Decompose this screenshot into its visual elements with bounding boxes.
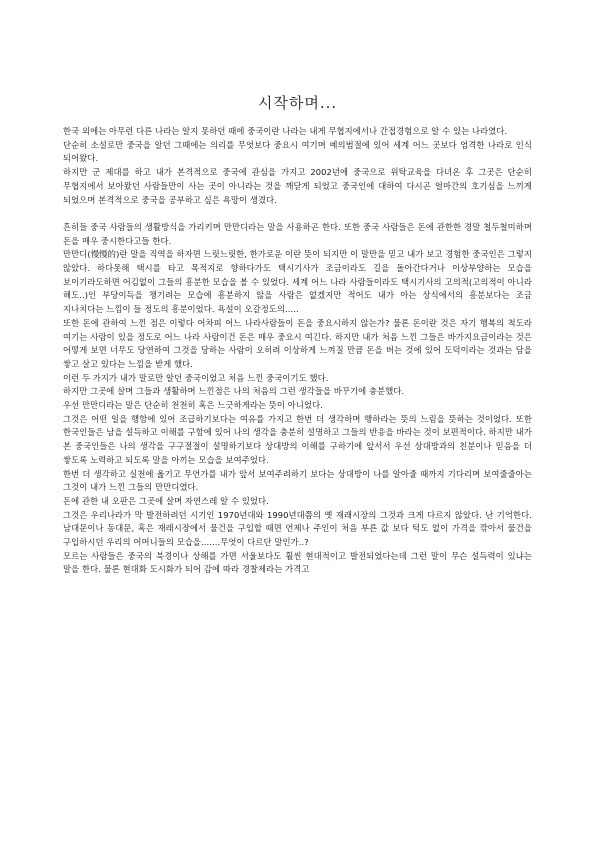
paragraph: 하지만 그곳에 살며 그들과 생활하며 느낀점은 나의 처음의 그런 생각들을 바꾸기에 충분했다. xyxy=(63,386,405,397)
document-title: 시작하며... xyxy=(257,94,338,112)
paragraph: 한번 더 생각하고 실천에 옮기고 무언가를 내가 앞서 보여주려하기 보다는 상대방이 나를 알아줄 때까지 기다리며 보여줄줄아는 그것이 내가 느낀 그들의 만만디였다. xyxy=(63,468,532,493)
paragraph: 만만디(慢慢的)란 말을 직역을 하자면 느릿느릿한, 한가로운 이란 뜻이 되지만 이 말만을 믿고 내가 보고 경험한 중국인은 그렇지 않았다. 하다못해 택시를 타고 목적지로 향하다가도 택시기사가 조금이라도 길을 돌아간다거나 이상부양하는 모습을 보이기라도하면 어김없이 그들의 흥분한 모습을 볼 수 있었다. 세계 어느 나라 사람들이라도 택시기사의 고의적(고의적이 아니라 해도..)인 부당이득을 챙기려는 모습에 흥분하지 않을 사람은 없겠지만 적어도 내가 아는 상식에서의 흥분보다는 조금 지나치다는 느낌이 들 정도의 흥분이었다. 욕설이 오갈정도의..... xyxy=(63,249,532,315)
document-body xyxy=(63,125,532,577)
paragraph: 한국 외에는 아무런 다른 나라는 알지 못하던 때에 중국이란 나라는 내게 무협지에서나 간접경험으로 알 수 있는 나라였다. xyxy=(63,126,508,136)
paragraph: 우선 만만디라는 말은 단순히 천천히 혹은 느긋하게라는 뜻이 아니었다. xyxy=(63,400,323,411)
paragraph: 돈에 관한 내 오판은 그곳에 살며 자연스레 알 수 있었다. xyxy=(63,495,269,506)
paragraph: 그것은 우리나라가 막 발전하려던 시기인 1970년대와 1990년대쯤의 옛 재래시장의 그것과 크게 다르지 않았다. 난 기억한다. 남대문이나 동대문, 혹은 재래시장에서 물건을 구입할 때면 언제나 주인이 처음 부른 값 보다 턱도 없이 가격을 깎아서 물건을 구입하시던 우리의 어머니들의 모습을.......무엇이 다르단 말인가..? xyxy=(63,509,532,548)
paragraph: 흔히들 중국 사람들의 생활방식을 가리키며 만만디라는 말을 사용하곤 한다. 또한 중국 사람들은 돈에 관한한 경말 철두철미하며 돈을 매우 중시한다고들 한다. xyxy=(63,221,532,246)
paragraph: 이런 두 가지가 내가 말로만 알던 중국이었고 처음 느낀 중국이기도 했다. xyxy=(63,372,329,383)
paragraph: 하지만 군 제대를 하고 내가 본격적으로 중국에 관심을 가지고 2002년에 중국으로 위탁교육을 다녀온 후 그곳은 단순히 무협지에서 보아왔던 사람들만이 사는 곳이 아니라는 것을 깨닫게 되었고 중국인에 대하여 다시곤 얼마간의 호기심을 느끼게 되었으며 본격적으로 중국을 공부하고 싶은 욕망이 생겼다. xyxy=(63,167,532,205)
paragraph: 단순히 소설로만 중국을 알던 그때에는 의리를 무엇보다 중요시 여기며 예의범절에 있어 세계 어느 곳보다 엄격한 나라로 인식 되어왔다. xyxy=(63,139,532,164)
paragraph: 모르는 사람들은 중국의 북경이나 상해를 가면 서울보다도 훨씬 현대적이고 발전되었다는데 그런 말이 무슨 설득력이 있냐는 말을 한다. 물론 현대화 도시화가 되어 감에 따라 경찰제라는 가격고 xyxy=(63,550,532,575)
paragraph: 그것은 어떤 일을 행함에 있어 조급하기보다는 여유를 가지고 한번 더 생각하며 행하라는 뜻의 느림을 뜻하는 것이었다. 또한 한국인들은 남을 설득하고 이해를 구함에 있어 나의 생각을 충분히 설명하고 그들의 반응을 바라는 것이 보편적이다. 하지만 내가 본 중국인들은 나의 생각을 구구절절이 설명하기보다 상대방의 이해를 구하기에 앞서서 우선 상대방과의 친분이나 믿음을 더 쌓도록 노력하고 되도록 말을 아끼는 모습을 보여주었다. xyxy=(63,413,532,465)
paragraph-gap xyxy=(63,207,532,221)
paragraph: 또한 돈에 관하여 느낀 점은 이렇다 어차피 어느 나라사람들이 돈을 중요시하지 않는가? 물론 돈이란 것은 자기 행복의 척도라 여기는 사람이 있을 정도로 어느 나라 사람이건 돈은 매우 중요시 여긴다. 하지만 내가 처음 느낀 그들은 바가지요금이라는 것은 어떻게 보면 너무도 당연하여 그것을 당하는 사람이 오히려 이상하게 느껴질 만큼 돈을 버는 것에 있어 도덕이라는 것과는 담을 쌓고 살고 있다는 느낌을 받게 했다. xyxy=(63,317,532,369)
